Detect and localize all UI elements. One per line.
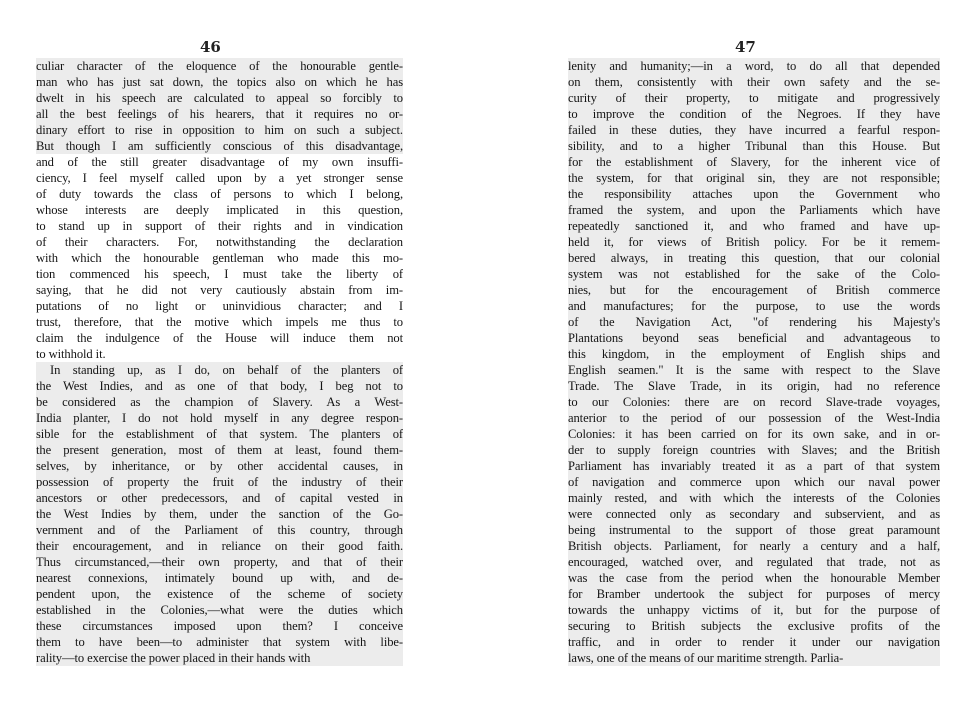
text-line: In standing up, as I do, on behalf of the planters of	[36, 362, 403, 378]
text-line: vernment and of the Parliament of this country, through	[36, 523, 403, 537]
text-line: securing to British subjects the exclusive profits of the	[568, 619, 940, 633]
text-line: towards the unhappy victims of it, but for the purpose of	[568, 603, 940, 617]
text-line: der to supply foreign countries with Slaves; and the British	[568, 443, 940, 457]
text-line: and of the still greater disadvantage of my own insuffi-	[36, 155, 403, 169]
text-line: Trade. The Slave Trade, in its origin, had no reference	[568, 379, 940, 393]
text-line: sible for the establishment of that system. The planters of	[36, 427, 403, 441]
text-line: repeatedly sanctioned it, and who framed and have up-	[568, 219, 940, 233]
text-line: this kingdom, in the employment of English ships and	[568, 347, 940, 361]
left-page-text	[36, 58, 403, 666]
text-line: possession of property the fruit of the industry of their	[36, 475, 403, 489]
text-line: nearest connexions, intimately bound up with, and de-	[36, 571, 403, 585]
text-line: to improve the condition of the Negroes. If they have	[568, 107, 940, 121]
text-line: the West Indies, and as one of that body, I beg not to	[36, 379, 403, 393]
text-line: Colonies: it has been carried on for its own sake, and in or-	[568, 427, 940, 441]
text-line: ciency, I feel myself called upon by a yet stronger sense	[36, 171, 403, 185]
text-line: English seamen." It is the same with respect to the Slave	[568, 363, 940, 377]
text-line: these circumstances imposed upon them? I conceive	[36, 619, 403, 633]
text-line: sibility, and to a higher Tribunal than this House. But	[568, 139, 940, 153]
text-line: dwelt in his speech are calculated to appeal so forcibly to	[36, 91, 403, 105]
text-line: of navigation and commerce upon which our naval power	[568, 475, 940, 489]
text-line: India planter, I do not hold myself in any degree respon-	[36, 411, 403, 425]
text-line: Plantations beyond seas beneficial and advantageous to	[568, 331, 940, 345]
text-line: to our Colonies: there are on record Slave-trade voyages,	[568, 395, 940, 409]
text-line: the present generation, most of them at least, found them-	[36, 443, 403, 457]
text-line: nies, but for the encouragement of British commerce	[568, 283, 940, 297]
text-line: of duty towards the class of persons to which I belong,	[36, 187, 403, 201]
text-line: of the Navigation Act, "of rendering his Majesty's	[568, 315, 940, 329]
text-line: laws, one of the means of our maritime strength. Parlia-	[568, 650, 940, 666]
text-line: mainly rested, and with which the interests of the Colonies	[568, 491, 940, 505]
text-line: them to have been—to administer that system with libe-	[36, 635, 403, 649]
right-page	[490, 0, 980, 726]
text-line: curity of their property, to mitigate and progressively	[568, 91, 940, 105]
text-line: for the establishment of Slavery, for the inherent vice of	[568, 155, 940, 169]
text-line: tion commenced his speech, I must take the liberty of	[36, 267, 403, 281]
text-line: whose interests are deeply implicated in this question,	[36, 203, 403, 217]
text-line: man who has just sat down, the topics also on which he has	[36, 75, 403, 89]
text-line: traffic, and in order to render it under our navigation	[568, 635, 940, 649]
text-line: be considered as the champion of Slavery. As a West-	[36, 395, 403, 409]
text-line: dinary effort to rise in opposition to him on such a subject.	[36, 123, 403, 137]
text-line: being instrumental to the support of those great paramount	[568, 523, 940, 537]
text-line: anterior to the period of our possession of the West-India	[568, 411, 940, 425]
text-line: the system, for that original sin, they are not responsible;	[568, 171, 940, 185]
text-line: to withhold it.	[36, 347, 106, 361]
text-line: their encouragement, and in reliance on their good faith.	[36, 539, 403, 553]
text-line: failed in these duties, they have incurred a fearful respon-	[568, 123, 940, 137]
page-number: 47	[735, 38, 756, 56]
text-line: Parliament has invariably treated it as a part of that system	[568, 459, 940, 473]
text-line: of their characters. For, notwithstanding the declaration	[36, 235, 403, 249]
text-line: system was not established for the sake of the Colo-	[568, 267, 940, 281]
text-line: rality—to exercise the power placed in their hands with	[36, 650, 403, 666]
text-line: was the case from the period when the honourable Member	[568, 571, 940, 585]
text-line: the West Indies by them, under the sanction of the Go-	[36, 507, 403, 521]
text-line: bered always, in treating this question, that our colonial	[568, 251, 940, 265]
text-line: held it, for views of British policy. For be it remem-	[568, 235, 940, 249]
text-line: with which the honourable gentleman who made this mo-	[36, 251, 403, 265]
text-line: putations of no light or uninvidious character; and I	[36, 299, 403, 313]
text-line: to stand up in support of their rights and in vindication	[36, 219, 403, 233]
text-line: lenity and humanity;—in a word, to do all that depended	[568, 59, 940, 73]
text-line: selves, by inheritance, or by other accidental causes, in	[36, 459, 403, 473]
text-line: for Bramber undertook the subject for purposes of mercy	[568, 587, 940, 601]
text-line: claim the indulgence of the House will induce them not	[36, 331, 403, 345]
text-line: all the best feelings of his hearers, that it requires no or-	[36, 107, 403, 121]
text-line: encouraged, watched over, and regulated that trade, not as	[568, 555, 940, 569]
text-line: the responsibility attaches upon the Government who	[568, 187, 940, 201]
text-line: trust, therefore, that the motive which impels me thus to	[36, 315, 403, 329]
text-line: ancestors or other predecessors, and of capital vested in	[36, 491, 403, 505]
text-line: on them, consistently with their own safety and the se-	[568, 75, 940, 89]
right-page-text	[568, 58, 940, 666]
text-line: Thus circumstanced,—their own property, and that of their	[36, 555, 403, 569]
text-line: established in the Colonies,—what were the duties which	[36, 603, 403, 617]
text-line: But though I am sufficiently conscious of this disadvantage,	[36, 139, 403, 153]
text-line: framed the system, and upon the Parliaments which have	[568, 203, 940, 217]
text-line: culiar character of the eloquence of the honourable gentle-	[36, 59, 403, 73]
text-line: and manufactures; for the purpose, to use the words	[568, 299, 940, 313]
text-line: were connected only as secondary and subservient, and as	[568, 507, 940, 521]
text-line: British objects. Parliament, for nearly a century and a half,	[568, 539, 940, 553]
text-line: pendent upon, the existence of the scheme of society	[36, 587, 403, 601]
text-line: saying, that he did not very cautiously abstain from im-	[36, 283, 403, 297]
page-number: 46	[200, 38, 221, 56]
